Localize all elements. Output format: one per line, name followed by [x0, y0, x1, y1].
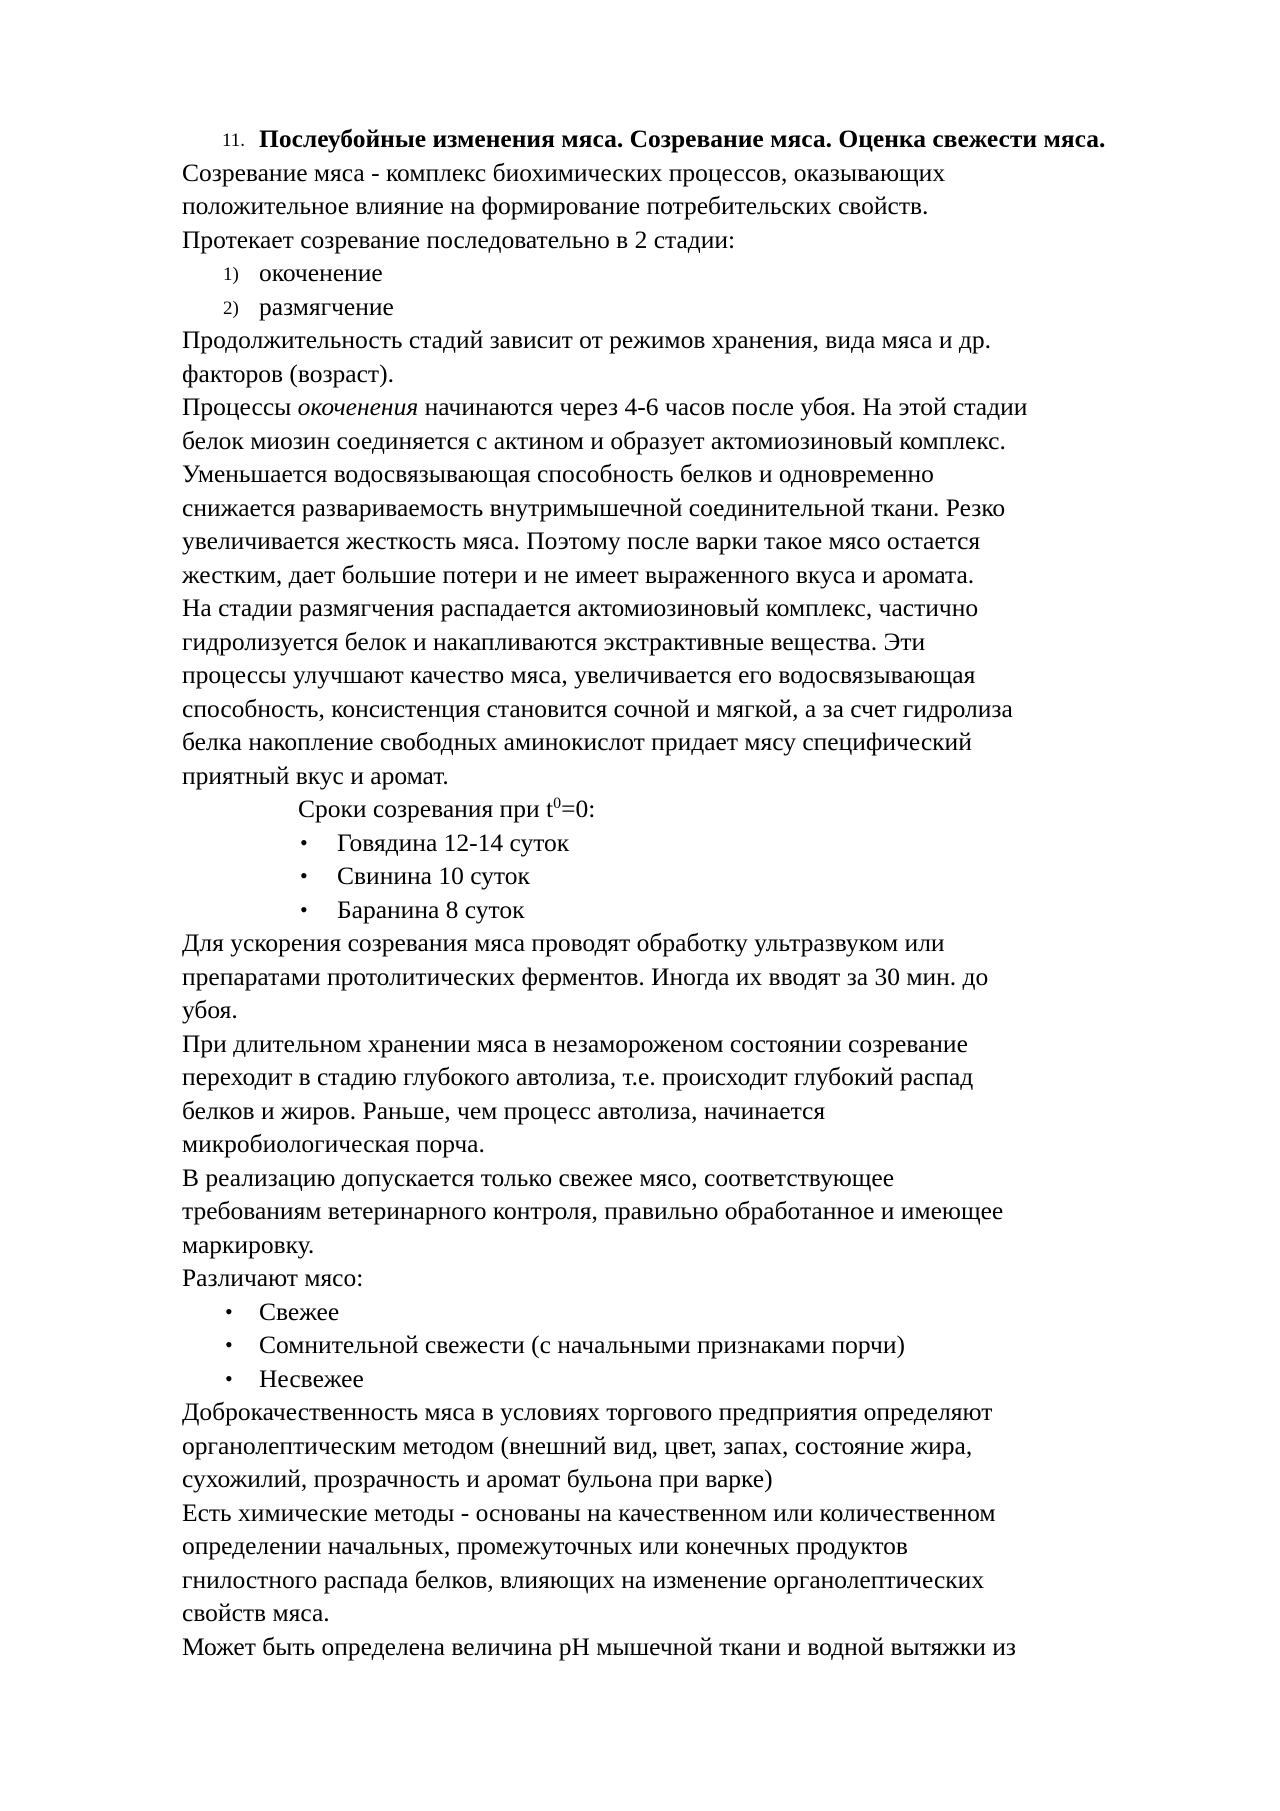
rigor-line: белок миозин соединяется с актином и образует актомиозиновый комплекс.: [182, 425, 1006, 455]
heading-number: 11.: [222, 130, 246, 151]
bullet-icon: •: [225, 1365, 233, 1391]
closing-line: Доброкачественность мяса в условиях торгового предприятия определяют: [182, 1397, 993, 1426]
rigor-line: Уменьшается водосвязывающая способность белков и одновременно: [182, 459, 934, 488]
ripening-title-prefix: Сроки созревания при t: [298, 794, 554, 823]
body-line: препаратами протолитических ферментов. Иногда их вводят за 30 мин. до: [182, 961, 989, 991]
rigor-line: жестким, дает большие потери и не имеет выраженного вкуса и аромата.: [182, 559, 975, 589]
stage-marker: 1): [223, 264, 239, 285]
intro-line: Протекает созревание последовательно в 2 стадии:: [182, 224, 736, 254]
meat-type-item: [182, 1362, 1262, 1396]
ripening-title-suffix: =0:: [561, 794, 596, 823]
closing-line: органолептическим методом (внешний вид, цвет, запах, состояние жира,: [182, 1430, 973, 1460]
meat-type-label: Сомнительной свежести (с начальными признаками порчи): [259, 1330, 906, 1359]
closing-line: Может быть определена величина pH мышечной ткани и водной вытяжки из: [182, 1631, 1016, 1661]
duration-line: факторов (возраст).: [182, 358, 394, 388]
bullet-icon: •: [225, 1332, 233, 1357]
rigor-line: На стадии размягчения распадается актомиозиновый комплекс, частично: [182, 593, 979, 622]
stage-label: размягчение: [259, 291, 394, 321]
body-line: Для ускорения созревания мяса проводят обработку ультразвуком или: [182, 928, 945, 957]
ripening-title-sup: 0: [553, 795, 562, 812]
meat-type-label: Свежее: [259, 1296, 340, 1326]
body-line: При длительном хранении мяса в незамороженом состоянии созревание: [182, 1028, 968, 1058]
ripening-term-item: [182, 859, 1262, 893]
body-line: требованиям ветеринарного контроля, правильно обработанное и имеющее: [182, 1196, 1004, 1225]
closing-line: свойств мяса.: [182, 1598, 330, 1627]
rigor-line: увеличивается жесткость мяса. Поэтому после варки такое мясо остается: [182, 526, 981, 555]
meat-type-item: [182, 1295, 1262, 1329]
ripening-term-label: Баранина 8 суток: [337, 894, 525, 924]
rigor-first-line: [182, 390, 1262, 424]
rigor-line: приятный вкус и аромат.: [182, 760, 449, 790]
bullet-icon: •: [300, 896, 308, 922]
stage-item: [182, 256, 1262, 290]
rigor-line: процессы улучшают качество мяса, увеличивается его водосвязывающая: [182, 660, 976, 689]
intro-line: положительное влияние на формирование потребительских свойств.: [182, 191, 929, 220]
rigor-line: способность, консистенция становится сочной и мягкой, а за счет гидролиза: [182, 693, 1013, 723]
stage-item: [182, 290, 1262, 324]
stage-marker: 2): [223, 297, 239, 319]
stage-label: окоченение: [259, 258, 383, 287]
intro-line: Созревание мяса - комплекс биохимических процессов, оказывающих: [182, 157, 946, 187]
closing-line: сухожилий, прозрачность и аромат бульона при варке): [182, 1464, 773, 1493]
rigor-italic-term: окоченения: [297, 392, 419, 421]
body-line: Различают мясо:: [182, 1263, 364, 1292]
ripening-terms-title: [182, 792, 1262, 826]
bullet-icon: •: [225, 1298, 233, 1324]
closing-line: определении начальных, промежуточных или конечных продуктов: [182, 1531, 908, 1560]
rigor-suffix: начинаются через 4-6 часов после убоя. На этой стадии: [418, 392, 1028, 421]
closing-line: гнилостного распада белков, влияющих на изменение органолептических: [182, 1564, 985, 1594]
rigor-prefix: Процессы: [182, 392, 298, 421]
ripening-term-item: [182, 893, 1262, 927]
body-line: убоя.: [182, 995, 238, 1024]
rigor-line: снижается развариваемость внутримышечной соединительной ткани. Резко: [182, 492, 1006, 522]
bullet-icon: •: [300, 863, 308, 888]
bullet-icon: •: [300, 829, 308, 855]
ripening-term-item: [182, 826, 1262, 860]
ripening-term-label: Говядина 12-14 суток: [337, 827, 570, 857]
document-body: [182, 122, 1262, 1663]
closing-line: Есть химические методы - основаны на качественном или количественном: [182, 1497, 996, 1527]
body-line: В реализацию допускается только свежее мясо, соответствующее: [182, 1162, 895, 1192]
body-line: маркировку.: [182, 1229, 315, 1259]
body-line: белков и жиров. Раньше, чем процесс автолиза, начинается: [182, 1095, 826, 1125]
ripening-term-label: Свинина 10 суток: [337, 861, 530, 890]
section-heading: [182, 122, 1262, 156]
heading-title: Послеубойные изменения мяса. Созревание мяса. Оценка свежести мяса.: [259, 124, 1106, 153]
meat-type-label: Несвежее: [259, 1363, 364, 1393]
rigor-line: гидролизуется белок и накапливаются экстрактивные вещества. Эти: [182, 626, 926, 656]
body-line: микробиологическая порча.: [182, 1129, 485, 1158]
rigor-line: белка накопление свободных аминокислот придает мясу специфический: [182, 727, 972, 756]
meat-type-item: [182, 1328, 1262, 1362]
body-line: переходит в стадию глубокого автолиза, т.е. происходит глубокий распад: [182, 1062, 974, 1091]
duration-line: Продолжительность стадий зависит от режимов хранения, вида мяса и др.: [182, 325, 991, 354]
